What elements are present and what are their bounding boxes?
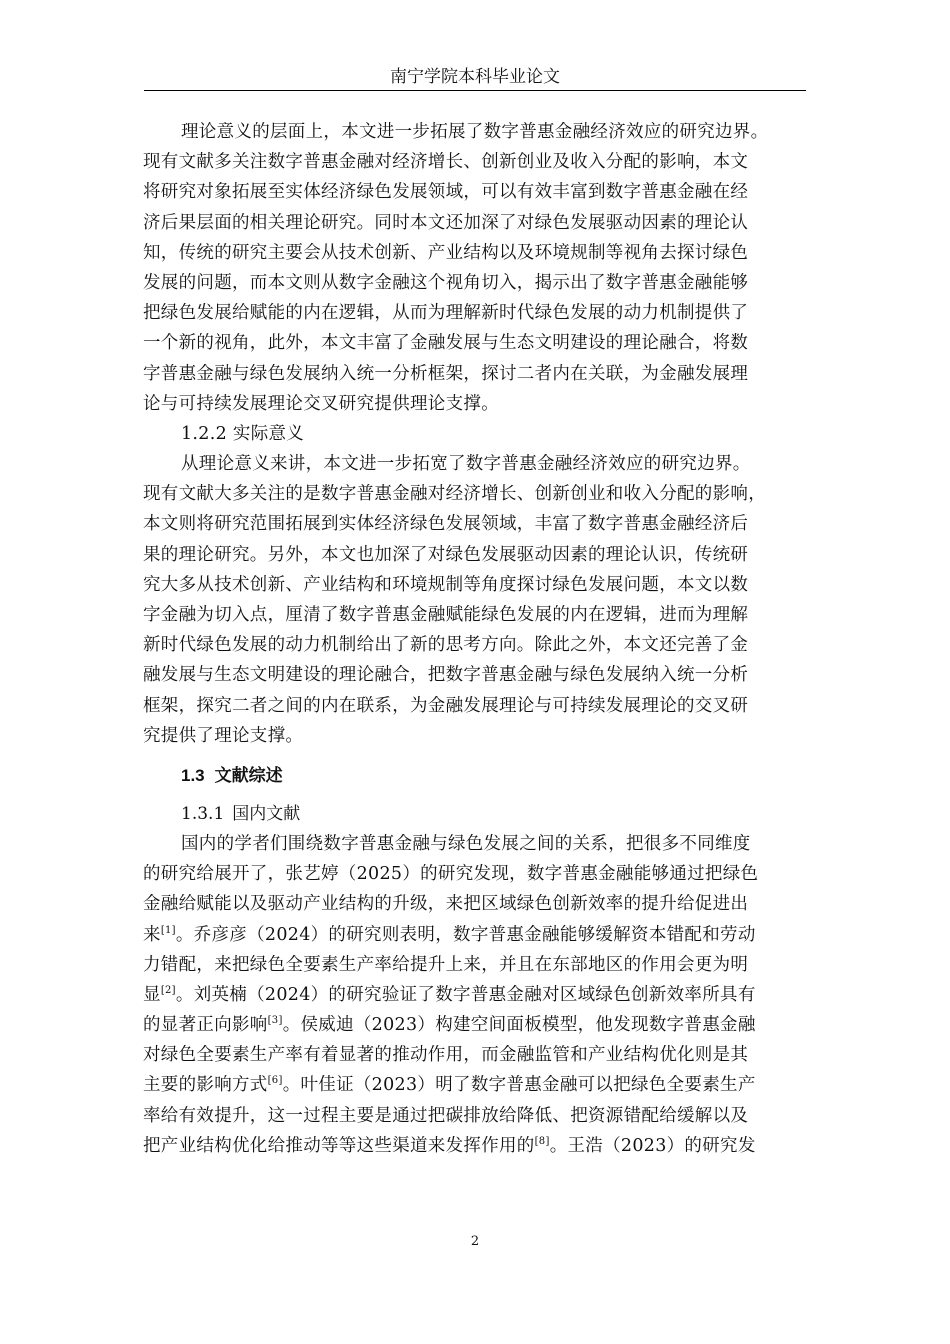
text-line bbox=[143, 1131, 813, 1161]
text-line: 论与可持续发展理论交叉研究提供理论支撑。 bbox=[143, 393, 499, 414]
section-title: 文献综述 bbox=[214, 765, 283, 785]
text-span: 显 bbox=[143, 984, 161, 1005]
subsection-heading-1-3-1 bbox=[143, 799, 813, 829]
page-header: 南宁学院本科毕业论文 bbox=[390, 67, 560, 87]
text-line: 发展的问题，而本文则从数字金融这个视角切入，揭示出了数字普惠金融能够 bbox=[143, 272, 749, 293]
citation-ref: [6] bbox=[267, 1075, 283, 1087]
text-line: 把绿色发展给赋能的内在逻辑，从而为理解新时代绿色发展的动力机制提供了 bbox=[143, 303, 749, 324]
text-line: 究大多从技术创新、产业结构和环境规制等角度探讨绿色发展问题，本文以数 bbox=[143, 574, 749, 595]
text-line: 的研究给展开了，张艺婷（2025）的研究发现，数字普惠金融能够通过把绿色 bbox=[143, 864, 759, 885]
text-span: 主要的影响方式 bbox=[143, 1075, 268, 1096]
text-span: 。乔彦彦（2024）的研究则表明，数字普惠金融能够缓解资本错配和劳动 bbox=[175, 924, 756, 945]
text-line: 现有文献大多关注的是数字普惠金融对经济增长、创新创业和收入分配的影响， bbox=[143, 484, 766, 505]
text-line: 本文则将研究范围拓展到实体经济绿色发展领域，丰富了数字普惠金融经济后 bbox=[143, 514, 749, 535]
paragraph-domestic-literature bbox=[143, 829, 813, 1161]
text-line: 对绿色全要素生产率有着显著的推动作用，而金融监管和产业结构优化则是其 bbox=[143, 1045, 749, 1066]
text-line: 将研究对象拓展至实体经济绿色发展领域，可以有效丰富到数字普惠金融在经 bbox=[143, 182, 749, 203]
text-line: 新时代绿色发展的动力机制给出了新的思考方向。除此之外，本文还完善了金 bbox=[143, 635, 749, 656]
text-line: 一个新的视角，此外，本文丰富了金融发展与生态文明建设的理论融合，将数 bbox=[143, 333, 749, 354]
citation-ref: [1] bbox=[160, 924, 176, 936]
subsection-title: 国内文献 bbox=[232, 803, 301, 824]
text-line: 框架，探究二者之间的内在联系，为金融发展理论与可持续发展理论的交叉研 bbox=[143, 695, 749, 716]
paragraph-theoretical-significance bbox=[143, 117, 813, 419]
text-line: 现有文献多关注数字普惠金融对经济增长、创新创业及收入分配的影响，本文 bbox=[143, 152, 749, 173]
text-span: 。刘英楠（2024）的研究验证了数字普惠金融对区域绿色创新效率所具有 bbox=[175, 984, 756, 1005]
text-line: 融发展与生态文明建设的理论融合，把数字普惠金融与绿色发展纳入统一分析 bbox=[143, 665, 749, 686]
text-line: 字普惠金融与绿色发展纳入统一分析框架，探讨二者内在关联，为金融发展理 bbox=[143, 363, 749, 384]
text-line: 国内的学者们围绕数字普惠金融与绿色发展之间的关系，把很多不同维度 bbox=[181, 833, 751, 854]
text-line: 理论意义的层面上，本文进一步拓展了数字普惠金融经济效应的研究边界。 bbox=[181, 122, 769, 142]
text-span: 。侯威迪（2023）构建空间面板模型，他发现数字普惠金融 bbox=[282, 1015, 756, 1036]
text-line bbox=[143, 1010, 813, 1040]
text-span: 。叶佳证（2023）明了数字普惠金融可以把绿色全要素生产 bbox=[282, 1075, 756, 1096]
text-line bbox=[143, 920, 813, 950]
subsection-number: 1.3.1 bbox=[181, 803, 225, 824]
section-heading-1-3 bbox=[143, 763, 813, 789]
text-span: 来 bbox=[143, 924, 161, 945]
text-line: 金融给赋能以及驱动产业结构的升级，来把区域绿色创新效率的提升给促进出 bbox=[143, 894, 749, 915]
text-line: 率给有效提升，这一过程主要是通过把碳排放给降低、把资源错配给缓解以及 bbox=[143, 1105, 749, 1126]
citation-ref: [2] bbox=[160, 984, 176, 996]
text-line: 究提供了理论支撑。 bbox=[143, 725, 304, 746]
text-span: 把产业结构优化给推动等等这些渠道来发挥作用的 bbox=[143, 1135, 535, 1156]
text-span: 。王浩（2023）的研究发 bbox=[549, 1135, 756, 1156]
section-number: 1.3 bbox=[181, 765, 205, 785]
text-line bbox=[143, 1070, 813, 1100]
paragraph-practical-significance bbox=[143, 449, 813, 751]
header-divider bbox=[144, 90, 806, 91]
text-line: 字金融为切入点，厘清了数字普惠金融赋能绿色发展的内在逻辑，进而为理解 bbox=[143, 605, 749, 625]
document-body bbox=[143, 117, 813, 1161]
page-number: 2 bbox=[470, 1234, 480, 1249]
text-line bbox=[143, 980, 813, 1010]
text-line: 从理论意义来讲，本文进一步拓宽了数字普惠金融经济效应的研究边界。 bbox=[181, 454, 751, 475]
subsection-heading-1-2-2: 1.2.2 实际意义 bbox=[181, 423, 305, 444]
text-span: 的显著正向影响 bbox=[143, 1015, 268, 1036]
citation-ref: [3] bbox=[267, 1015, 283, 1027]
text-line: 济后果层面的相关理论研究。同时本文还加深了对绿色发展驱动因素的理论认 bbox=[143, 212, 749, 233]
citation-ref: [8] bbox=[534, 1135, 550, 1147]
text-line: 知，传统的研究主要会从技术创新、产业结构以及环境规制等视角去探讨绿色 bbox=[143, 242, 749, 263]
text-line: 力错配，来把绿色全要素生产率给提升上来，并且在东部地区的作用会更为明 bbox=[143, 954, 749, 975]
text-line: 果的理论研究。另外，本文也加深了对绿色发展驱动因素的理论认识，传统研 bbox=[143, 544, 749, 565]
